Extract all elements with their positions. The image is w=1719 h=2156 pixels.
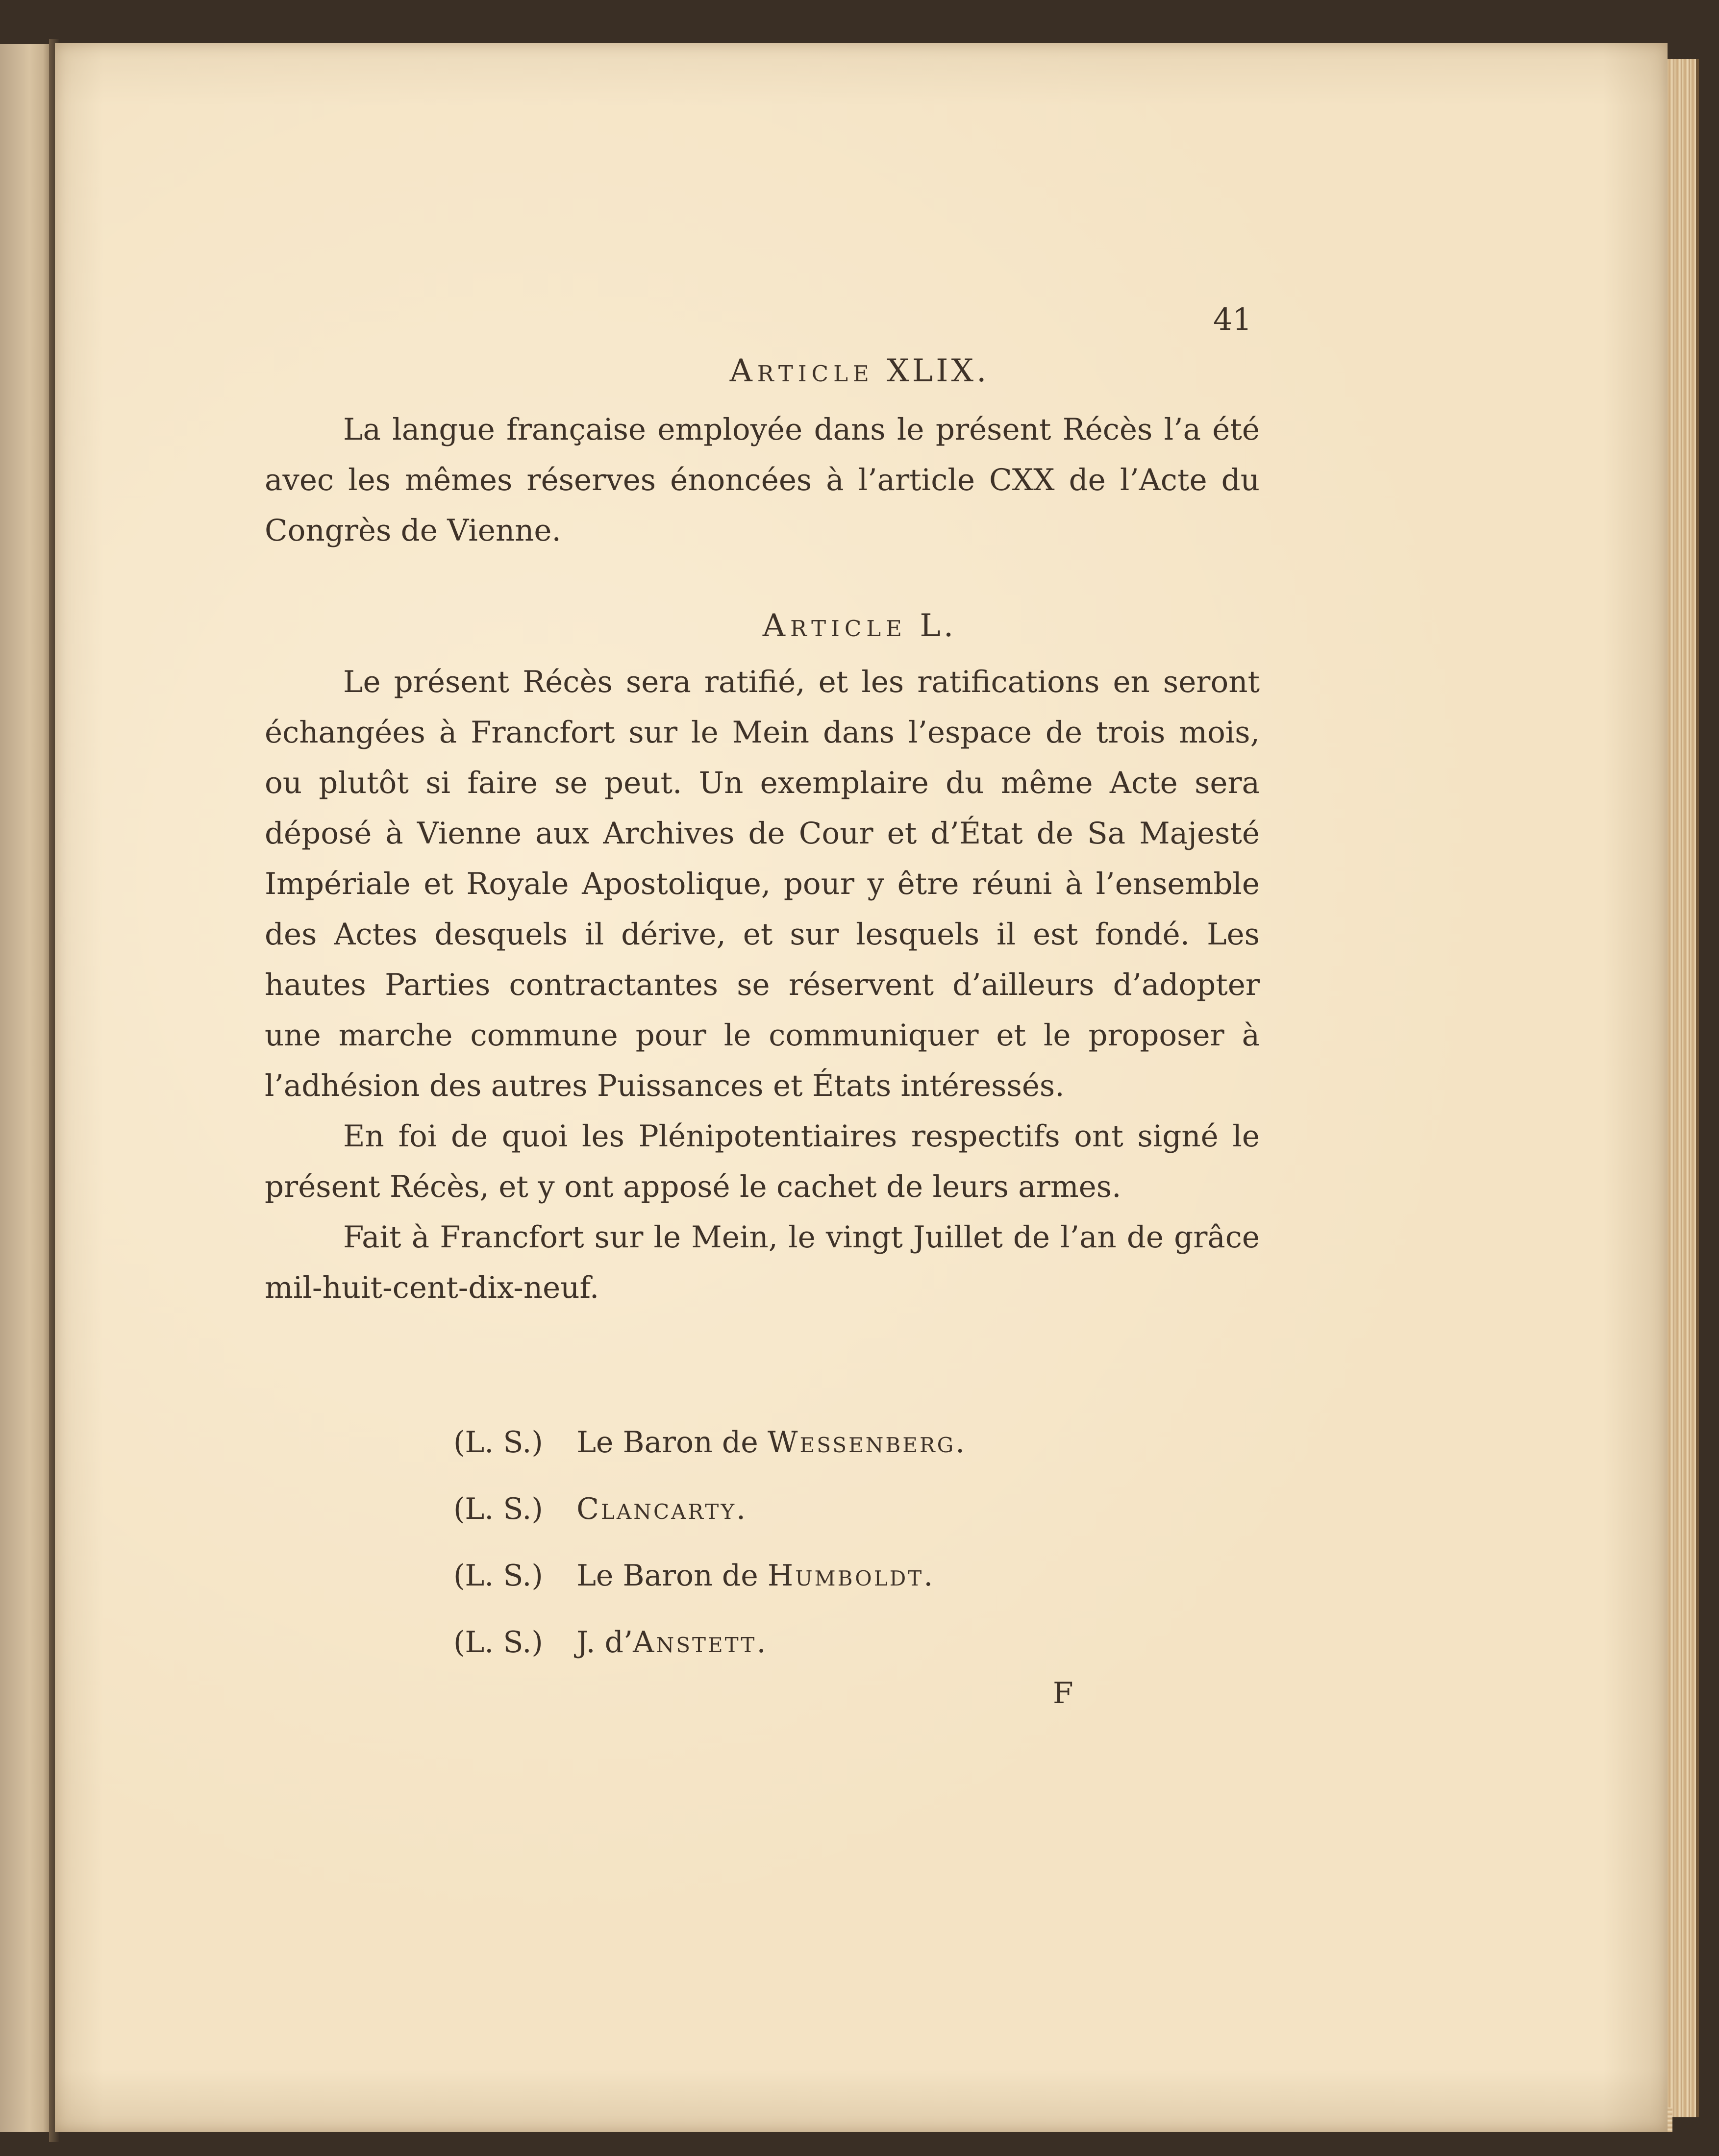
signatory-prefix: Le Baron de [576, 1425, 758, 1460]
article-49-numeral: XLIX. [887, 353, 990, 389]
signatory-row [453, 1476, 967, 1542]
article-49-heading [0, 353, 1719, 389]
page-number: 41 [1213, 301, 1252, 337]
signatories-list [453, 1409, 967, 1676]
signatory-row [453, 1609, 967, 1676]
article-50-label: Article [762, 608, 907, 644]
article-50-heading [0, 608, 1719, 644]
signatory-name: Humboldt. [767, 1559, 935, 1593]
article-49-label: Article [729, 353, 874, 389]
signatory-row [453, 1409, 967, 1476]
printer-signature-mark: F [1053, 1676, 1073, 1710]
article-50-numeral: L. [920, 608, 957, 644]
signatory-name: Clancarty. [576, 1492, 748, 1526]
article-49-body [265, 404, 1260, 556]
seal-mark: (L. S.) [453, 1425, 543, 1460]
article-50-paragraph-1: Le présent Récès sera ratifié, et les ratifications en seront échangées à Francfort sur le Mein dans l’espace de trois mois, ou plutôt si faire se peut. Un exemplaire du même Acte sera déposé à Vienne aux Archives de Cour et d’État de Sa Majesté Impériale et Royale Apostolique, pour y être réuni à l’ensemble des Actes desquels il dérive, et sur lesquels il est fondé. Les hautes Parties contractantes se réservent d’ailleurs d’adopter une marche commune pour le communiquer et le proposer à l’adhésion des autres Puissances et États intéressés. [265, 665, 1260, 1103]
signatory-name: Anstett. [633, 1625, 768, 1660]
article-50-paragraph-2: En foi de quoi les Plénipotentiaires respectifs ont signé le présent Récès, et y ont apposé le cachet de leurs armes. [265, 1119, 1260, 1204]
article-49-paragraph: La langue française employée dans le présent Récès l’a été avec les mêmes réserves énoncées à l’article CXX de l’Acte du Congrès de Vienne. [265, 412, 1260, 548]
signatory-prefix: J. d’ [576, 1625, 633, 1660]
signatory-prefix: Le Baron de [576, 1559, 758, 1593]
seal-mark: (L. S.) [453, 1559, 543, 1593]
seal-mark: (L. S.) [453, 1625, 543, 1660]
signatory-name: Wessenberg. [767, 1425, 967, 1460]
article-50-paragraph-3: Fait à Francfort sur le Mein, le vingt Juillet de l’an de grâce mil-huit-cent-dix-neuf. [265, 1220, 1260, 1305]
seal-mark: (L. S.) [453, 1492, 543, 1526]
article-50-body [265, 657, 1260, 1313]
signatory-row [453, 1542, 967, 1609]
